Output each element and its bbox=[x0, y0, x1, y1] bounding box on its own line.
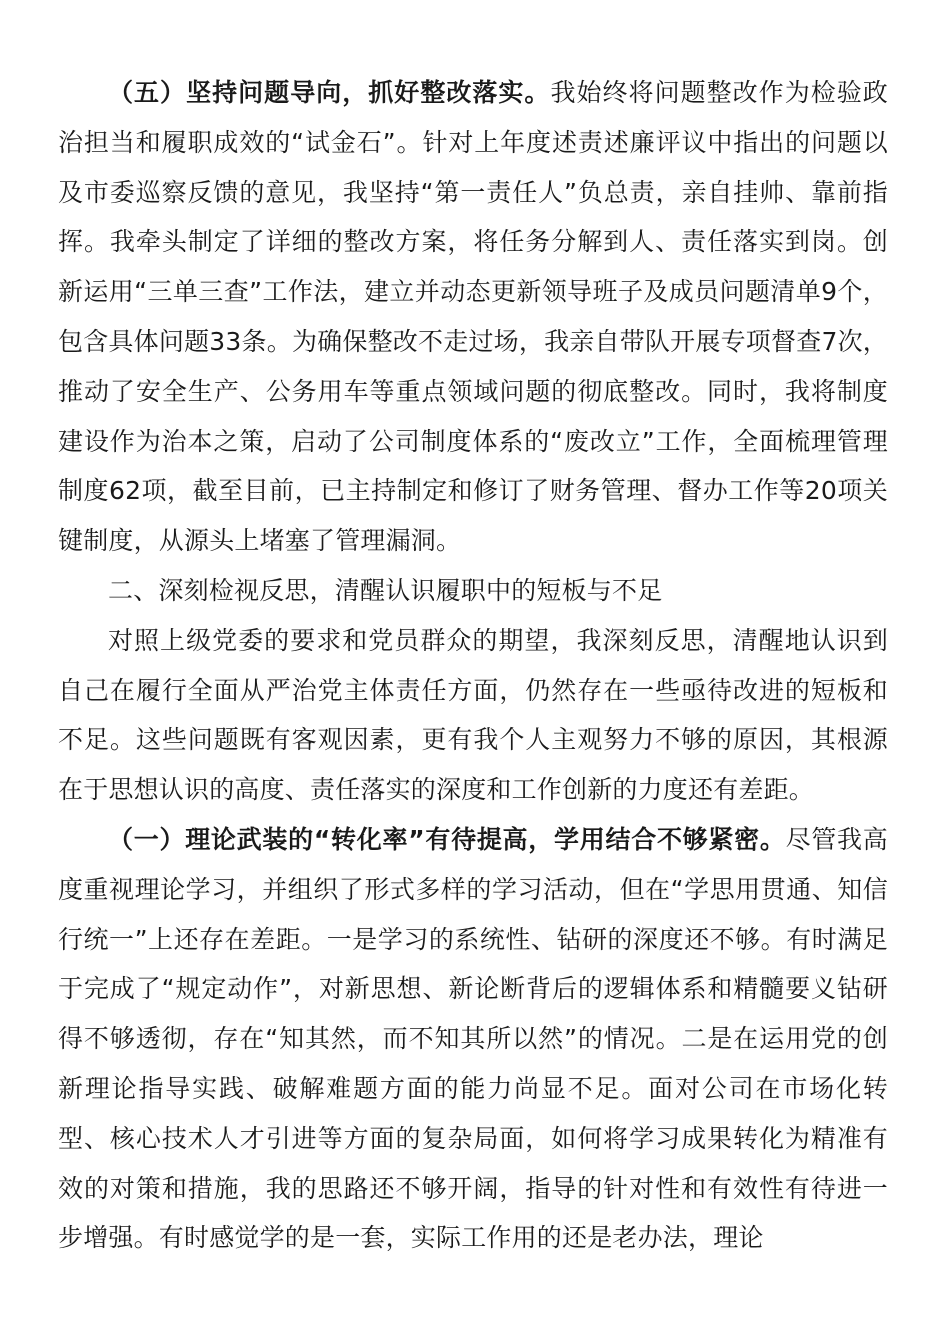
section-heading-rectification: （五）坚持问题导向，抓好整改落实。 bbox=[108, 78, 551, 107]
paragraph-body: 尽管我高度重视理论学习，并组织了形式多样的学习活动，但在“学思用贯通、知信行统一”上还存在差距。一是学习的系统性、钻研的深度还不够。有时满足于完成了“规定动作”，对新思想、新论断背后的逻辑体系和精髓要义钻研得不够透彻，存在“知其然，而不知其所以然”的情况。二是在运用党的创新理论指导实践、破解难题方面的能力尚显不足。面对公司在市场化转型、核心技术人才引进等方面的复杂局面，如何将学习成果转化为精准有效的对策和措施，我的思路还不够开阔，指导的针对性和有效性有待进一步增强。有时感觉学的是一套，实际工作用的还是老办法，理论 bbox=[58, 824, 888, 1253]
paragraph-reflection-intro: 对照上级党委的要求和党员群众的期望，我深刻反思，清醒地认识到自己在履行全面从严治党主体责任方面，仍然存在一些亟待改进的短板和不足。这些问题既有客观因素，更有我个人主观努力不够的原因，其根源在于思想认识的高度、责任落实的深度和工作创新的力度还有差距。 bbox=[58, 625, 888, 805]
paragraph-theory bbox=[58, 815, 888, 1263]
paragraph-rectification bbox=[58, 68, 888, 566]
section-heading-theory: （一）理论武装的“转化率”有待提高，学用结合不够紧密。 bbox=[108, 824, 786, 854]
paragraph-body: 我始终将问题整改作为检验政治担当和履职成效的“试金石”。针对上年度述责述廉评议中指出的问题以及市委巡察反馈的意见，我坚持“第一责任人”负总责，亲自挂帅、靠前指挥。我牵头制定了详细的整改方案，将任务分解到人、责任落实到岗。创新运用“三单三查”工作法，建立并动态更新领导班子及成员问题清单9个，包含具体问题33条。为确保整改不走过场，我亲自带队开展专项督查7次，推动了安全生产、公务用车等重点领域问题的彻底整改。同时，我将制度建设作为治本之策，启动了公司制度体系的“废改立”工作，全面梳理管理制度62项，截至目前，已主持制定和修订了财务管理、督办工作等20项关键制度，从源头上堵塞了管理漏洞。 bbox=[58, 78, 888, 556]
section-title-reflection: 二、深刻检视反思，清醒认识履职中的短板与不足 bbox=[108, 575, 663, 605]
